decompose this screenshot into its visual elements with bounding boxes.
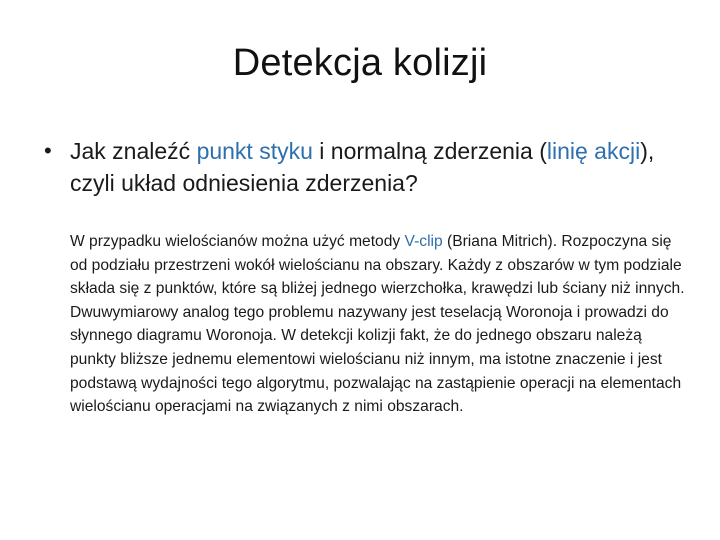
bullet-text-part2: i normalną zderzenia (: [312, 138, 547, 164]
v-clip-link[interactable]: V-clip: [404, 233, 443, 250]
description-paragraph: [70, 230, 690, 419]
paragraph-part2: (Briana Mitrich). Rozpoczyna się od podziału przestrzeni wokół wielościanu na obszary. Każdy z obszarów w tym podziale składa się z punktów, które są bliżej jednego wierzchołka, krawędzi lub ściany niż innych. Dwuwymiarowy analog tego problemu nazywany jest teselacją Woronoja i prowadzi do słynnego diagramu Woronoja. W detekcji kolizji fakt, że do jednego obszaru należą punkty bliższe jednemu elementowi wielościanu niż innym, ma istotne znaczenie i jest podstawą wydajności tego algorytmu, pozwalając na zastąpienie operacji na elementach wielościanu operacjami na związanych z nimi obszarach.: [70, 233, 685, 416]
paragraph-part1: W przypadku wielościanów można użyć metody: [70, 233, 405, 250]
line-of-action-link[interactable]: linię akcji: [546, 138, 641, 164]
slide-title: Detekcja kolizji: [232, 42, 488, 84]
contact-point-link[interactable]: punkt styku: [196, 138, 313, 164]
bullet-text-part3: ), czyli układ odniesienia zderzenia?: [70, 138, 655, 196]
bullet-text: [70, 135, 694, 199]
bullet-item: [44, 135, 694, 199]
bullet-list: [44, 135, 694, 199]
bullet-marker-icon: •: [44, 138, 52, 163]
bullet-text-part1: Jak znaleźć: [70, 138, 197, 164]
